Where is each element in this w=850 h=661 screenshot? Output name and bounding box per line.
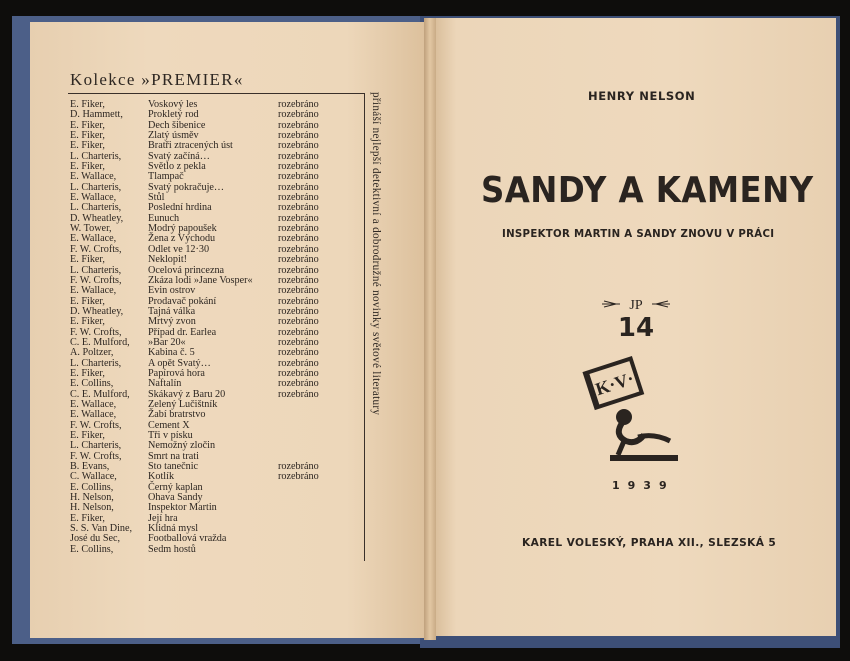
book-author: E. Wallace, <box>70 171 117 183</box>
book-title-entry: Kotlík <box>148 471 175 483</box>
book-author: D. Hammett, <box>70 109 123 121</box>
book-title-entry: Případ dr. Earlea <box>148 326 217 338</box>
book-author: C. E. Mulford, <box>70 336 130 348</box>
book-status: rozebráno <box>278 254 319 266</box>
title-rule <box>68 93 364 94</box>
book-title-entry: »Bar 20« <box>148 336 186 348</box>
book-author: E. Collins, <box>70 378 114 390</box>
book-title-entry: A opět Svatý… <box>148 357 211 369</box>
book-title-entry: Evin ostrov <box>148 285 196 297</box>
book-status: rozebráno <box>278 388 319 400</box>
book-title-entry: Klidná mysl <box>148 523 199 535</box>
jp-14-mark <box>600 293 672 343</box>
book-author: F. W. Crofts, <box>70 326 122 338</box>
book-author: L. Charteris, <box>70 181 122 193</box>
mark-number: 14 <box>617 313 655 343</box>
book-list <box>70 100 360 555</box>
book-title-entry: Neklopit! <box>148 254 188 266</box>
book-author: F. W. Crofts, <box>70 243 122 255</box>
book-title-entry: Žabí bratrstvo <box>148 409 206 421</box>
book-list-row <box>70 286 360 296</box>
book-title-entry: Naftalín <box>148 378 182 390</box>
book-title-entry: Černý kaplan <box>148 481 203 493</box>
book-status: rozebráno <box>278 99 319 110</box>
book-title-entry: Zelený Lučištník <box>148 398 218 410</box>
book-author: F. W. Crofts, <box>70 450 122 462</box>
book-title-entry: Žena z Východu <box>148 233 216 245</box>
book-author: H. Nelson, <box>70 502 114 514</box>
book-author: E. Collins, <box>70 481 114 493</box>
book-list-row <box>70 472 360 482</box>
book-status: rozebráno <box>278 119 319 131</box>
book-title-entry: Nemožný zločin <box>148 440 216 452</box>
book-title-entry: Poslední hrdina <box>148 202 212 214</box>
book-author: E. Collins, <box>70 543 114 555</box>
book-author: E. Wallace, <box>70 398 117 410</box>
book-status: rozebráno <box>278 233 319 245</box>
book-status: rozebráno <box>278 367 319 379</box>
book-status: rozebráno <box>278 316 319 328</box>
book-title-entry: Ohava Sandy <box>148 492 203 504</box>
book-author: E. Fiker, <box>70 512 105 524</box>
book-status: rozebráno <box>278 461 319 473</box>
book-title-entry: Sedm hostů <box>148 543 196 555</box>
book-author: E. Fiker, <box>70 367 105 379</box>
book-title-entry: Světlo z pekla <box>148 161 206 173</box>
logo-letters: K·V· <box>592 368 637 400</box>
book-title-entry: Smrt na trati <box>148 450 199 462</box>
book-title-entry: Dech šibenice <box>148 119 206 131</box>
book-status: rozebráno <box>278 285 319 297</box>
book-author: E. Wallace, <box>70 285 117 297</box>
book-author: E. Fiker, <box>70 254 105 266</box>
book-status: rozebráno <box>278 212 319 224</box>
book-title-entry: Skákavý z Baru 20 <box>148 388 226 400</box>
mark-letters: JP <box>629 298 643 313</box>
book-status: rozebráno <box>278 243 319 255</box>
book-title-entry: Kabina č. 5 <box>148 347 195 359</box>
book-title-entry: Cement X <box>148 419 190 431</box>
book-author: H. Nelson, <box>70 492 114 504</box>
book-status: rozebráno <box>278 171 319 183</box>
book-title-entry: Voskový les <box>148 99 198 110</box>
book-status: rozebráno <box>278 357 319 369</box>
book-subtitle: INSPEKTOR MARTIN A SANDY ZNOVU V PRÁCI <box>502 229 775 240</box>
book-title: SANDY A KAMENY <box>481 170 814 211</box>
book-title-entry: Ocelová princezna <box>148 264 225 276</box>
book-title-entry: Eunuch <box>148 212 180 224</box>
book-status: rozebráno <box>278 336 319 348</box>
book-author: D. Wheatley, <box>70 305 124 317</box>
kv-publisher-logo <box>574 355 684 467</box>
book-status: rozebráno <box>278 305 319 317</box>
book-author: E. Fiker, <box>70 99 105 110</box>
book-title-entry: Modrý papoušek <box>148 223 217 235</box>
book-author: E. Fiker, <box>70 119 105 131</box>
book-author: L. Charteris, <box>70 440 122 452</box>
book-status: rozebráno <box>278 378 319 390</box>
book-status: rozebráno <box>278 181 319 193</box>
book-status: rozebráno <box>278 326 319 338</box>
book-title-entry: Tlampač <box>148 171 184 183</box>
book-title-entry: Stůl <box>148 192 165 204</box>
collection-title: Kolekce »PREMIER« <box>70 70 244 89</box>
book-author: E. Fiker, <box>70 295 105 307</box>
book-list-row <box>70 421 360 431</box>
book-status: rozebráno <box>278 150 319 162</box>
book-status: rozebráno <box>278 192 319 204</box>
book-status: rozebráno <box>278 347 319 359</box>
book-list-row <box>70 255 360 265</box>
book-status: rozebráno <box>278 202 319 214</box>
publisher-imprint: KAREL VOLESKÝ, PRAHA XII., SLEZSKÁ 5 <box>522 537 777 549</box>
book-author: José du Sec, <box>70 533 121 545</box>
author-name: HENRY NELSON <box>588 89 696 103</box>
book-title-entry: Tajná válka <box>148 305 196 317</box>
book-list-row <box>70 317 360 327</box>
book-author: E. Wallace, <box>70 233 117 245</box>
side-text: přináší nejlepší detektivní a dobrodružné novinky světové literatury <box>370 92 382 416</box>
book-author: L. Charteris, <box>70 264 122 276</box>
book-title-entry: Svatý začíná… <box>148 150 210 162</box>
book-title-entry: Tři v písku <box>148 430 193 441</box>
book-title-entry: Odlet ve 12·30 <box>148 243 210 255</box>
book-status: rozebráno <box>278 130 319 142</box>
book-title-entry: Prokletý rod <box>148 109 199 121</box>
book-author: E. Fiker, <box>70 130 105 142</box>
book-list-row <box>70 503 360 513</box>
book-status: rozebráno <box>278 264 319 276</box>
book-author: S. S. Van Dine, <box>70 523 133 535</box>
book-title-entry: Zkáza lodi »Jane Vosper« <box>148 274 253 286</box>
book-status: rozebráno <box>278 274 319 286</box>
book-title-entry: Sto tanečnic <box>148 461 199 473</box>
book-status: rozebráno <box>278 109 319 121</box>
book-author: E. Fiker, <box>70 316 105 328</box>
book-list-row <box>70 545 360 555</box>
book-author: E. Fiker, <box>70 161 105 173</box>
book-author: D. Wheatley, <box>70 212 124 224</box>
book-author: C. E. Mulford, <box>70 388 130 400</box>
book-title-entry: Papírová hora <box>148 367 205 379</box>
book-list-row <box>70 534 360 544</box>
book-author: E. Fiker, <box>70 140 105 152</box>
book-author: B. Evans, <box>70 461 110 473</box>
book-author: L. Charteris, <box>70 150 122 162</box>
book-title-entry: Její hra <box>148 512 178 524</box>
book-author: E. Fiker, <box>70 430 105 441</box>
book-title-entry: Mrtvý zvon <box>148 316 196 328</box>
book-author: W. Tower, <box>70 223 112 235</box>
book-title-entry: Bratři ztracených úst <box>148 140 233 152</box>
book-status: rozebráno <box>278 471 319 483</box>
book-status: rozebráno <box>278 140 319 152</box>
book-status: rozebráno <box>278 223 319 235</box>
book-author: F. W. Crofts, <box>70 274 122 286</box>
book-author: C. Wallace, <box>70 471 117 483</box>
book-title-entry: Svatý pokračuje… <box>148 181 225 193</box>
vertical-rule <box>364 93 365 561</box>
book-author: F. W. Crofts, <box>70 419 122 431</box>
book-gutter <box>424 18 436 640</box>
book-author: E. Wallace, <box>70 192 117 204</box>
book-status: rozebráno <box>278 295 319 307</box>
book-author: L. Charteris, <box>70 202 122 214</box>
book-author: E. Wallace, <box>70 409 117 421</box>
book-title-entry: Prodavač pokání <box>148 295 217 307</box>
book-title-entry: Footballová vražda <box>148 533 227 545</box>
book-title-entry: Zlatý úsměv <box>148 130 199 142</box>
book-status: rozebráno <box>278 161 319 173</box>
book-title-entry: Inspektor Martin <box>148 502 217 514</box>
publication-year: 1939 <box>612 479 675 492</box>
book-author: L. Charteris, <box>70 357 122 369</box>
book-author: A. Poltzer, <box>70 347 114 359</box>
